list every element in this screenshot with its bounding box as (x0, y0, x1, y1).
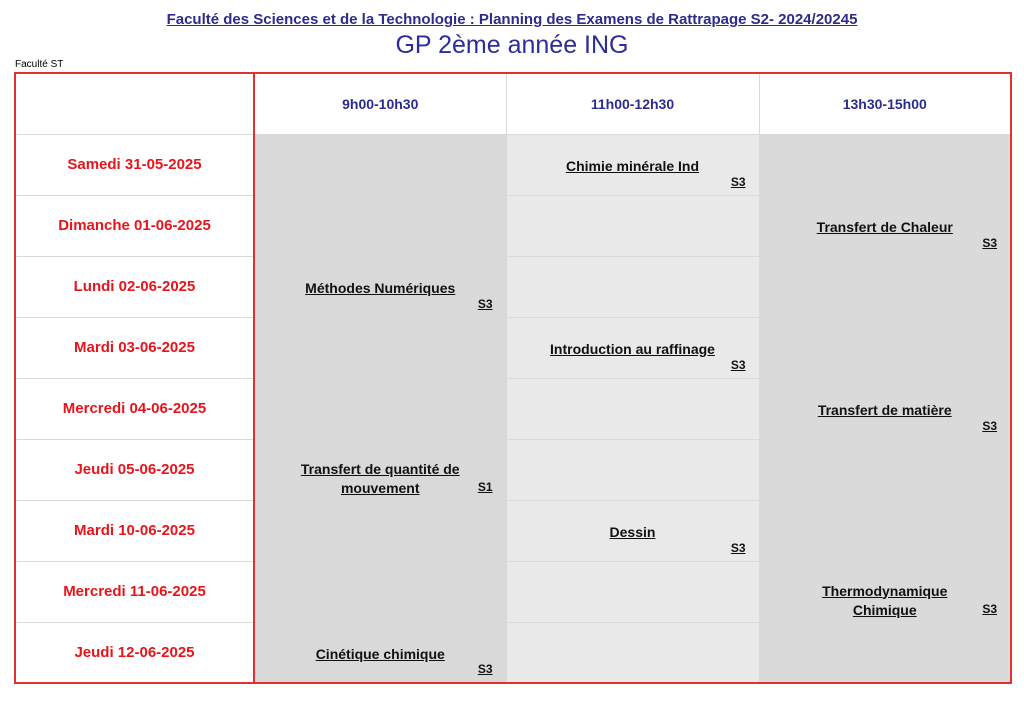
day-cell: Jeudi 12-06-2025 (15, 622, 254, 683)
day-cell: Mardi 10-06-2025 (15, 500, 254, 561)
exam-title-line: Cinétique chimique (315, 645, 445, 662)
exam-title-line: Transfert de Chaleur (816, 218, 953, 235)
table-row (15, 622, 1011, 683)
exam-title (507, 523, 759, 542)
exam-title-line: Transfert de quantité de (300, 460, 460, 477)
day-cell: Mercredi 11-06-2025 (15, 561, 254, 622)
exam-title-line: Chimie minérale Ind (565, 157, 700, 174)
exam-title-line: Transfert de matière (817, 401, 952, 418)
exam-cell (254, 256, 506, 317)
exam-cell (759, 500, 1011, 561)
document-title: Faculté des Sciences et de la Technologie : Planning des Examens de Rattrapage S2- 2024/20245 (166, 11, 858, 28)
exam-cell (759, 317, 1011, 378)
exam-cell (506, 134, 759, 195)
day-cell: Mardi 03-06-2025 (15, 317, 254, 378)
table-row (15, 195, 1011, 256)
exam-cell (254, 439, 506, 500)
exam-title-line: Thermodynamique (822, 582, 948, 599)
exam-cell (254, 378, 506, 439)
day-cell: Jeudi 05-06-2025 (15, 439, 254, 500)
exam-title (760, 401, 1011, 420)
exam-cell (506, 622, 759, 683)
exam-title (507, 157, 759, 176)
exam-cell (759, 195, 1011, 256)
exam-cell (759, 561, 1011, 622)
exam-cell (759, 134, 1011, 195)
slot-header: 13h30-15h00 (759, 73, 1011, 134)
header-row (15, 73, 1011, 134)
table-row (15, 500, 1011, 561)
exam-cell (254, 317, 506, 378)
exam-title (255, 279, 506, 298)
exam-title-line: mouvement (340, 479, 420, 496)
exam-cell (759, 378, 1011, 439)
semester-label: S3 (477, 662, 493, 676)
exam-cell (254, 134, 506, 195)
exam-title (255, 645, 506, 664)
exam-title (507, 340, 759, 359)
exam-title-line: Dessin (609, 523, 656, 540)
exam-cell (506, 317, 759, 378)
corner-cell (15, 73, 254, 134)
slot-header: 11h00-12h30 (506, 73, 759, 134)
exam-title (760, 582, 1011, 620)
semester-label: S3 (730, 357, 746, 372)
exam-title (760, 218, 1011, 237)
exam-title (255, 460, 506, 498)
day-cell: Dimanche 01-06-2025 (15, 195, 254, 256)
exam-cell (506, 195, 759, 256)
exam-cell (759, 439, 1011, 500)
exam-cell (254, 561, 506, 622)
exam-cell (506, 256, 759, 317)
exam-cell (254, 195, 506, 256)
table-row (15, 317, 1011, 378)
semester-label: S3 (730, 174, 746, 189)
exam-cell (254, 622, 506, 683)
semester-label: S3 (982, 601, 997, 616)
semester-label: S3 (477, 296, 493, 311)
exam-title-line: Introduction au raffinage (550, 340, 715, 357)
exam-cell (506, 500, 759, 561)
day-cell: Samedi 31-05-2025 (15, 134, 254, 195)
exam-cell (506, 561, 759, 622)
exam-cell (759, 256, 1011, 317)
exam-schedule-table (14, 72, 1012, 684)
slot-header: 9h00-10h30 (254, 73, 506, 134)
exam-title-line: Chimique (852, 601, 917, 618)
table-row (15, 439, 1011, 500)
table-row (15, 561, 1011, 622)
exam-cell (506, 439, 759, 500)
exam-cell (254, 500, 506, 561)
semester-label: S1 (477, 479, 493, 494)
faculty-label: Faculté ST (15, 59, 64, 70)
exam-cell (506, 378, 759, 439)
day-cell: Mercredi 04-06-2025 (15, 378, 254, 439)
exam-cell (759, 622, 1011, 683)
table-row (15, 256, 1011, 317)
exam-title-line: Méthodes Numériques (305, 279, 456, 296)
table-row (15, 134, 1011, 195)
semester-label: S3 (982, 235, 997, 250)
table-row (15, 378, 1011, 439)
semester-label: S3 (730, 540, 746, 555)
day-cell: Lundi 02-06-2025 (15, 256, 254, 317)
schedule-body (15, 134, 1011, 683)
document-subtitle: GP 2ème année ING (395, 31, 629, 59)
semester-label: S3 (982, 418, 997, 433)
